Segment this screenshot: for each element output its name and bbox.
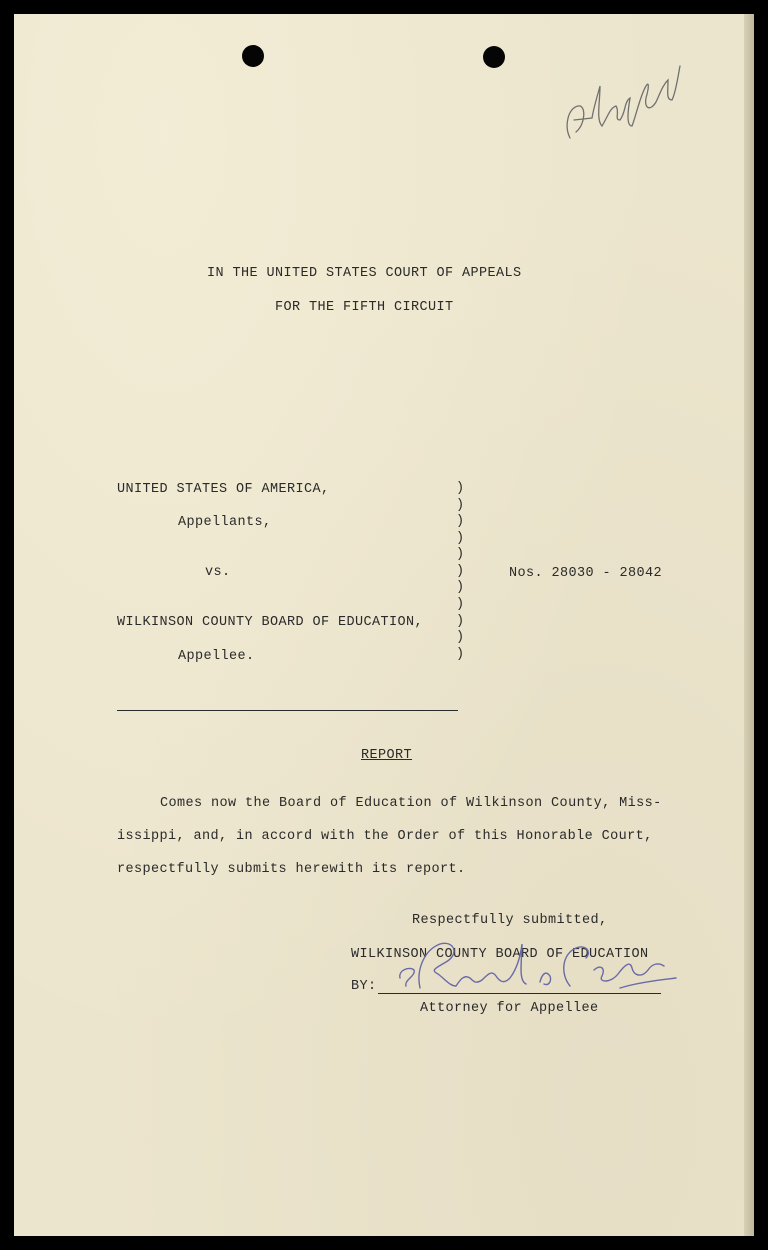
caption-bracket: ) [456,580,465,595]
court-heading: IN THE UNITED STATES COURT OF APPEALS [207,266,522,281]
punch-hole-right [483,46,505,68]
caption-bracket: ) [456,597,465,612]
caption-bracket: ) [456,514,465,529]
caption-bracket: ) [456,630,465,645]
caption-bracket: ) [456,614,465,629]
defendant-role: Appellee. [178,649,255,664]
plaintiff-name: UNITED STATES OF AMERICA, [117,482,330,497]
by-label: BY: [351,979,377,994]
closing-salutation: Respectfully submitted, [412,913,608,928]
caption-bracket: ) [456,564,465,579]
caption-bracket: ) [456,647,465,662]
plaintiff-role: Appellants, [178,515,272,530]
margin-note-handwriting [556,46,686,146]
caption-bracket: ) [456,498,465,513]
circuit-heading: FOR THE FIFTH CIRCUIT [275,300,454,315]
caption-rule [117,710,458,711]
defendant-name: WILKINSON COUNTY BOARD OF EDUCATION, [117,615,424,630]
page-edge [744,14,754,1236]
punch-hole-left [242,45,264,67]
caption-bracket: ) [456,531,465,546]
caption-bracket: ) [456,547,465,562]
case-numbers: Nos. 28030 - 28042 [509,566,663,581]
body-line-2: issippi, and, in accord with the Order of this Honorable Court, [117,829,653,844]
report-title: REPORT [361,748,413,763]
signer-title: Attorney for Appellee [420,1001,599,1016]
closing-party: WILKINSON COUNTY BOARD OF EDUCATION [351,947,649,962]
body-line-1: Comes now the Board of Education of Wilkinson County, Miss- [160,796,662,811]
caption-bracket: ) [456,481,465,496]
versus-label: vs. [205,565,231,580]
signature-handwriting [380,930,680,1000]
body-line-3: respectfully submits herewith its report. [117,862,466,877]
